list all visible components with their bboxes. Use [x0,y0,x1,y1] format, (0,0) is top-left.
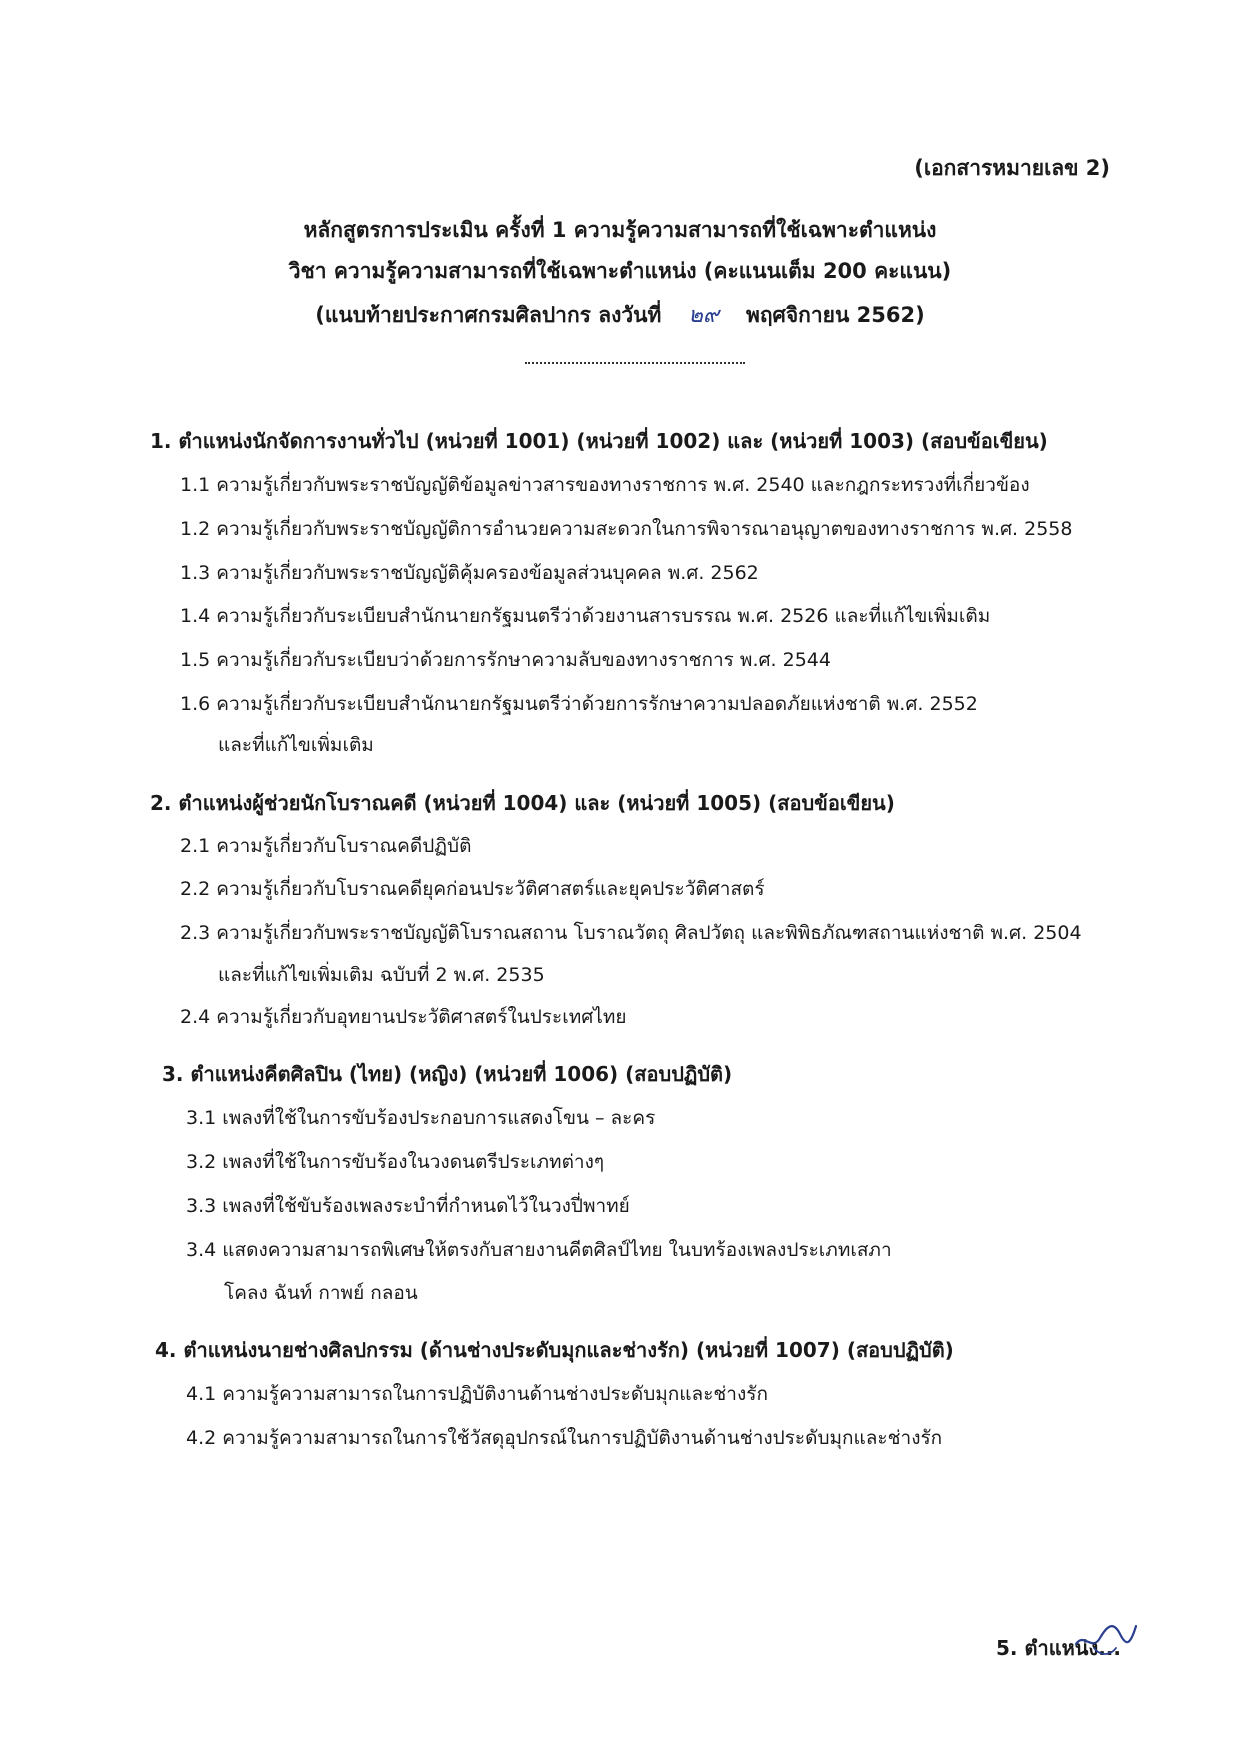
section-title: 2. ตำแหน่งผู้ช่วยนักโบราณคดี (หน่วยที่ 1004) และ (หน่วยที่ 1005) (สอบข้อเขียน) [150,791,895,815]
list-item: 1.4 ความรู้เกี่ยวกับระเบียบสำนักนายกรัฐมนตรีว่าด้วยงานสารบรรณ พ.ศ. 2526 และที่แก้ไขเพิ่มเติม [180,605,991,627]
list-item: 2.2 ความรู้เกี่ยวกับโบราณคดียุคก่อนประวัติศาสตร์และยุคประวัติศาสตร์ [180,878,765,900]
handwritten-initials [1070,1612,1140,1662]
section-title: 3. ตำแหน่งคีตศิลปิน (ไทย) (หญิง) (หน่วยที่ 1006) (สอบปฏิบัติ) [162,1062,733,1086]
list-item: 1.6 ความรู้เกี่ยวกับระเบียบสำนักนายกรัฐมนตรีว่าด้วยการรักษาความปลอดภัยแห่งชาติ พ.ศ. 2552 [180,693,978,715]
header-line-3 [120,297,1120,332]
list-item: 3.4 แสดงความสามารถพิเศษให้ตรงกับสายงานคีตศิลป์ไทย ในบทร้องเพลงประเภทเสภา [186,1239,892,1261]
list-item: 2.4 ความรู้เกี่ยวกับอุทยานประวัติศาสตร์ในประเทศไทย [180,1006,627,1028]
list-item: 4.2 ความรู้ความสามารถในการใช้วัสดุอุปกรณ์ในการปฏิบัติงานด้านช่างประดับมุกและช่างรัก [186,1427,943,1449]
header-line-3-suffix: พฤศจิกายน 2562) [745,303,925,327]
list-item: 3.2 เพลงที่ใช้ในการขับร้องในวงดนตรีประเภทต่างๆ [186,1151,605,1173]
section-title: 1. ตำแหน่งนักจัดการงานทั่วไป (หน่วยที่ 1001) (หน่วยที่ 1002) และ (หน่วยที่ 1003) (สอบข้อเขียน) [150,429,1048,453]
list-item: 1.1 ความรู้เกี่ยวกับพระราชบัญญัติข้อมูลข่าวสารของทางราชการ พ.ศ. 2540 และกฎกระทรวงที่เกี่ยวข้อง [180,474,1030,496]
list-item-continuation: และที่แก้ไขเพิ่มเติม ฉบับที่ 2 พ.ศ. 2535 [218,964,545,986]
header-line-1: หลักสูตรการประเมิน ครั้งที่ 1 ความรู้ความสามารถที่ใช้เฉพาะตำแหน่ง [303,218,937,242]
section-title: 4. ตำแหน่งนายช่างศิลปกรรม (ด้านช่างประดับมุกและช่างรัก) (หน่วยที่ 1007) (สอบปฏิบัติ) [155,1338,954,1362]
list-item: 2.1 ความรู้เกี่ยวกับโบราณคดีปฏิบัติ [180,835,472,857]
dotted-separator [525,362,745,364]
list-item-continuation: และที่แก้ไขเพิ่มเติม [218,734,374,756]
list-item-continuation: โคลง ฉันท์ กาพย์ กลอน [224,1282,418,1304]
header-line-3-prefix: (แนบท้ายประกาศกรมศิลปากร ลงวันที่ [315,303,662,327]
list-item: 3.3 เพลงที่ใช้ขับร้องเพลงระบำที่กำหนดไว้ในวงปี่พาทย์ [186,1195,630,1217]
list-item: 1.2 ความรู้เกี่ยวกับพระราชบัญญัติการอำนวยความสะดวกในการพิจารณาอนุญาตของทางราชการ พ.ศ. 2558 [180,518,1073,540]
list-item: 4.1 ความรู้ความสามารถในการปฏิบัติงานด้านช่างประดับมุกและช่างรัก [186,1383,768,1405]
header-line-2: วิชา ความรู้ความสามารถที่ใช้เฉพาะตำแหน่ง (คะแนนเต็ม 200 คะแนน) [288,259,952,283]
list-item: 3.1 เพลงที่ใช้ในการขับร้องประกอบการแสดงโขน – ละคร [186,1107,656,1129]
continuation-footer: 5. ตำแหน่ง... [996,1636,1121,1660]
list-item: 2.3 ความรู้เกี่ยวกับพระราชบัญญัติโบราณสถาน โบราณวัตถุ ศิลปวัตถุ และพิพิธภัณฑสถานแห่งชาติ พ.ศ. 2504 [180,922,1082,944]
list-item: 1.5 ความรู้เกี่ยวกับระเบียบว่าด้วยการรักษาความลับของทางราชการ พ.ศ. 2544 [180,649,831,671]
handwritten-date: ๒๙ [688,303,719,328]
document-reference: (เอกสารหมายเลข 2) [914,156,1110,180]
list-item: 1.3 ความรู้เกี่ยวกับพระราชบัญญัติคุ้มครองข้อมูลส่วนบุคคล พ.ศ. 2562 [180,562,759,584]
